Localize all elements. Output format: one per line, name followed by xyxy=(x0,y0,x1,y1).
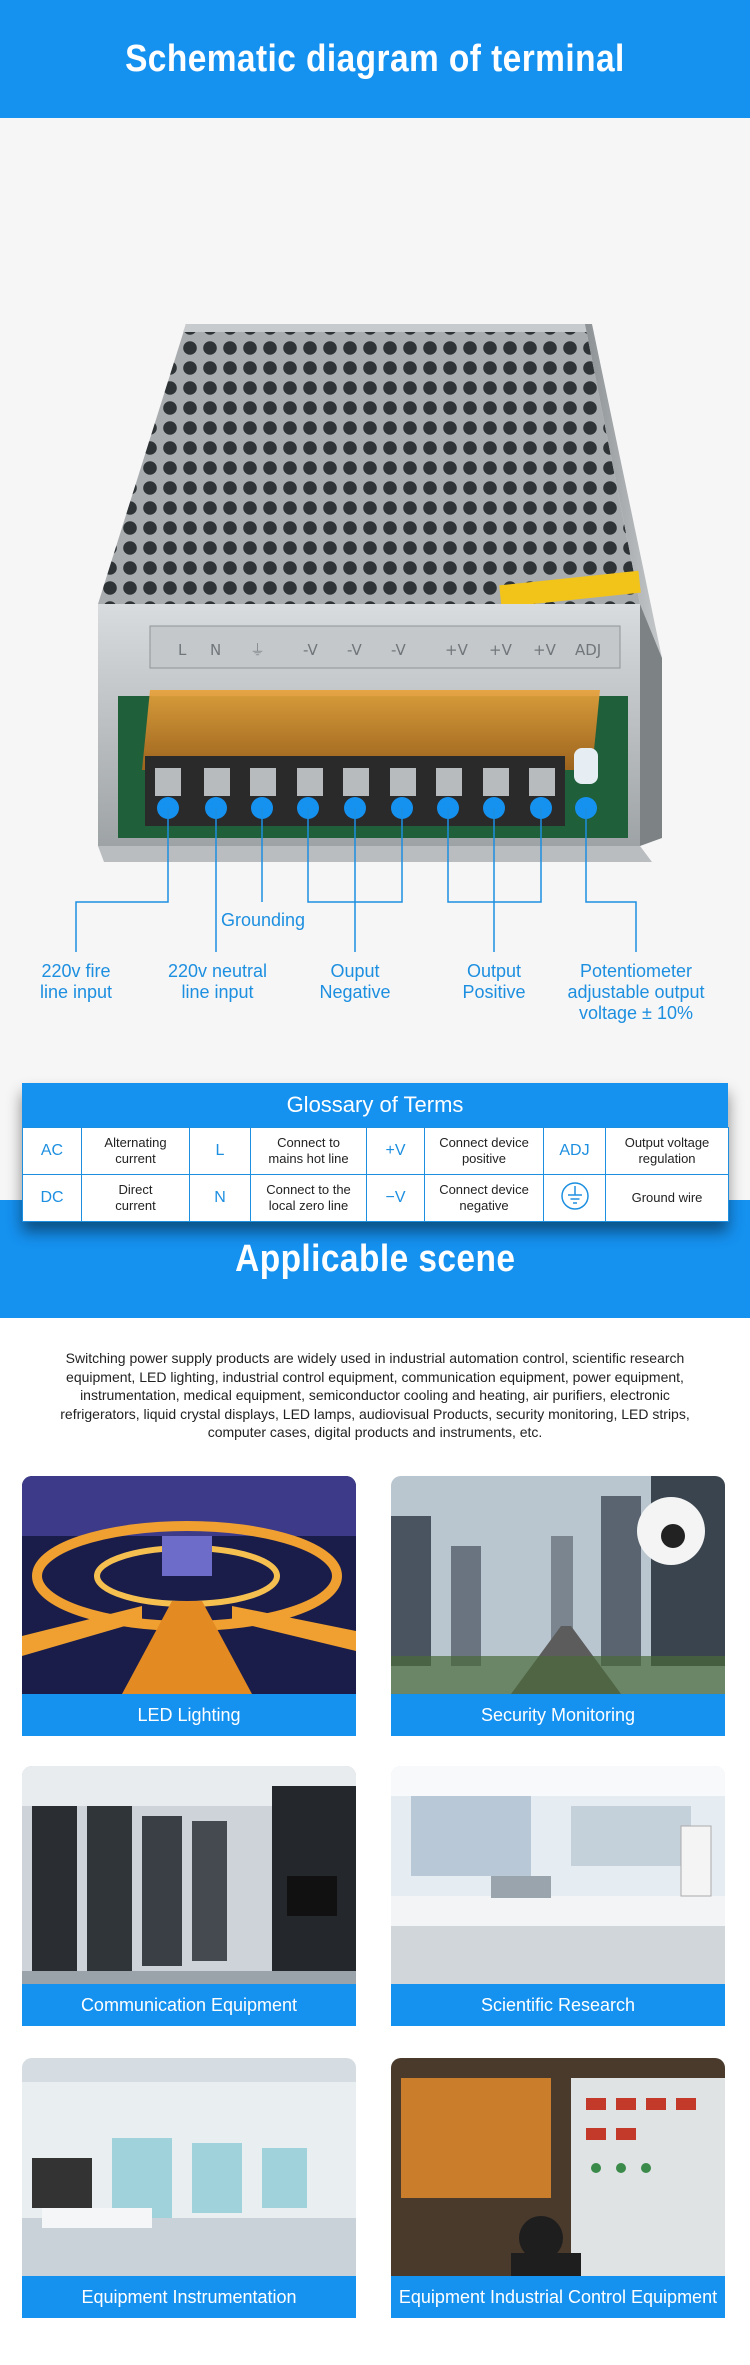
scene-image xyxy=(391,1766,725,1984)
glossary-desc: Output voltage regulation xyxy=(606,1128,729,1175)
glossary-symbol: +V xyxy=(367,1128,425,1175)
svg-text:ADJ: ADJ xyxy=(575,641,602,659)
glossary-desc: Direct current xyxy=(82,1175,190,1222)
schematic-section xyxy=(0,118,750,1213)
section-title: Schematic diagram of terminal xyxy=(125,37,625,80)
svg-text:N: N xyxy=(210,641,222,659)
scene-card xyxy=(22,1476,356,1736)
glossary-table xyxy=(22,1083,728,1222)
svg-text:-V: -V xyxy=(391,641,406,659)
scene-image xyxy=(22,2058,356,2276)
svg-text:+V: +V xyxy=(489,641,512,659)
scene-caption: LED Lighting xyxy=(22,1694,356,1736)
intro-paragraph: Switching power supply products are widely used in industrial automation control, scientific research equipment, LED lighting, industrial control equipment, communication equipment, power equipment, instrumentation, medical equipment, semiconductor cooling and heating, air purifiers, electronic refrigerators, liquid crystal displays, LED lamps, audiovisual Products, security monitoring, LED strips, computer cases, digital products and instruments, etc. xyxy=(60,1350,690,1440)
output-positive-label: Output Positive xyxy=(462,961,526,1002)
scene-card xyxy=(22,2058,356,2318)
fire-line-label: 220v fire line input xyxy=(39,961,113,1002)
svg-text:-V: -V xyxy=(347,641,362,659)
svg-text:+V: +V xyxy=(533,641,556,659)
neutral-line-label: 220v neutral line input xyxy=(167,961,268,1002)
glossary-row xyxy=(23,1128,729,1175)
glossary-title: Glossary of Terms xyxy=(22,1083,728,1127)
power-supply-illustration xyxy=(0,118,750,1038)
svg-text:L: L xyxy=(178,641,187,659)
scene-image xyxy=(22,1766,356,1984)
glossary-desc: Connect to mains hot line xyxy=(251,1128,367,1175)
glossary-symbol: −V xyxy=(367,1175,425,1222)
potentiometer-label: Potentiometer adjustable output voltage ± 10% xyxy=(567,961,705,1023)
svg-text:-V: -V xyxy=(303,641,318,659)
schematic-banner xyxy=(0,0,750,118)
glossary-symbol: AC xyxy=(23,1128,82,1175)
glossary-symbol: ADJ xyxy=(544,1128,606,1175)
glossary-desc: Ground wire xyxy=(606,1175,729,1222)
glossary-desc: Connect device positive xyxy=(425,1128,544,1175)
scene-caption: Scientific Research xyxy=(391,1984,725,2026)
glossary-desc: Alternating current xyxy=(82,1128,190,1175)
grounding-label: Grounding xyxy=(221,910,306,930)
output-negative-label: Ouput Negative xyxy=(319,961,391,1002)
glossary-row xyxy=(23,1175,729,1222)
ground-icon xyxy=(560,1181,590,1211)
glossary-symbol: N xyxy=(190,1175,251,1222)
scene-caption: Equipment Industrial Control Equipment xyxy=(391,2276,725,2318)
scene-card xyxy=(391,1476,725,1736)
section-title: Applicable scene xyxy=(234,1237,516,1280)
scene-card xyxy=(22,1766,356,2026)
glossary-desc: Connect device negative xyxy=(425,1175,544,1222)
glossary-symbol: L xyxy=(190,1128,251,1175)
scene-caption: Equipment Instrumentation xyxy=(22,2276,356,2318)
scene-caption: Communication Equipment xyxy=(22,1984,356,2026)
scene-card xyxy=(391,1766,725,2026)
scene-card xyxy=(391,2058,725,2318)
scene-caption: Security Monitoring xyxy=(391,1694,725,1736)
svg-text:+V: +V xyxy=(445,641,468,659)
scene-grid xyxy=(0,1476,750,2365)
scene-image xyxy=(391,1476,725,1694)
glossary-symbol: DC xyxy=(23,1175,82,1222)
glossary-desc: Connect to the local zero line xyxy=(251,1175,367,1222)
scene-image xyxy=(22,1476,356,1694)
glossary-symbol xyxy=(544,1175,606,1222)
svg-text:⏚: ⏚ xyxy=(250,641,266,659)
perforated-cover xyxy=(98,324,640,604)
scene-image xyxy=(391,2058,725,2276)
